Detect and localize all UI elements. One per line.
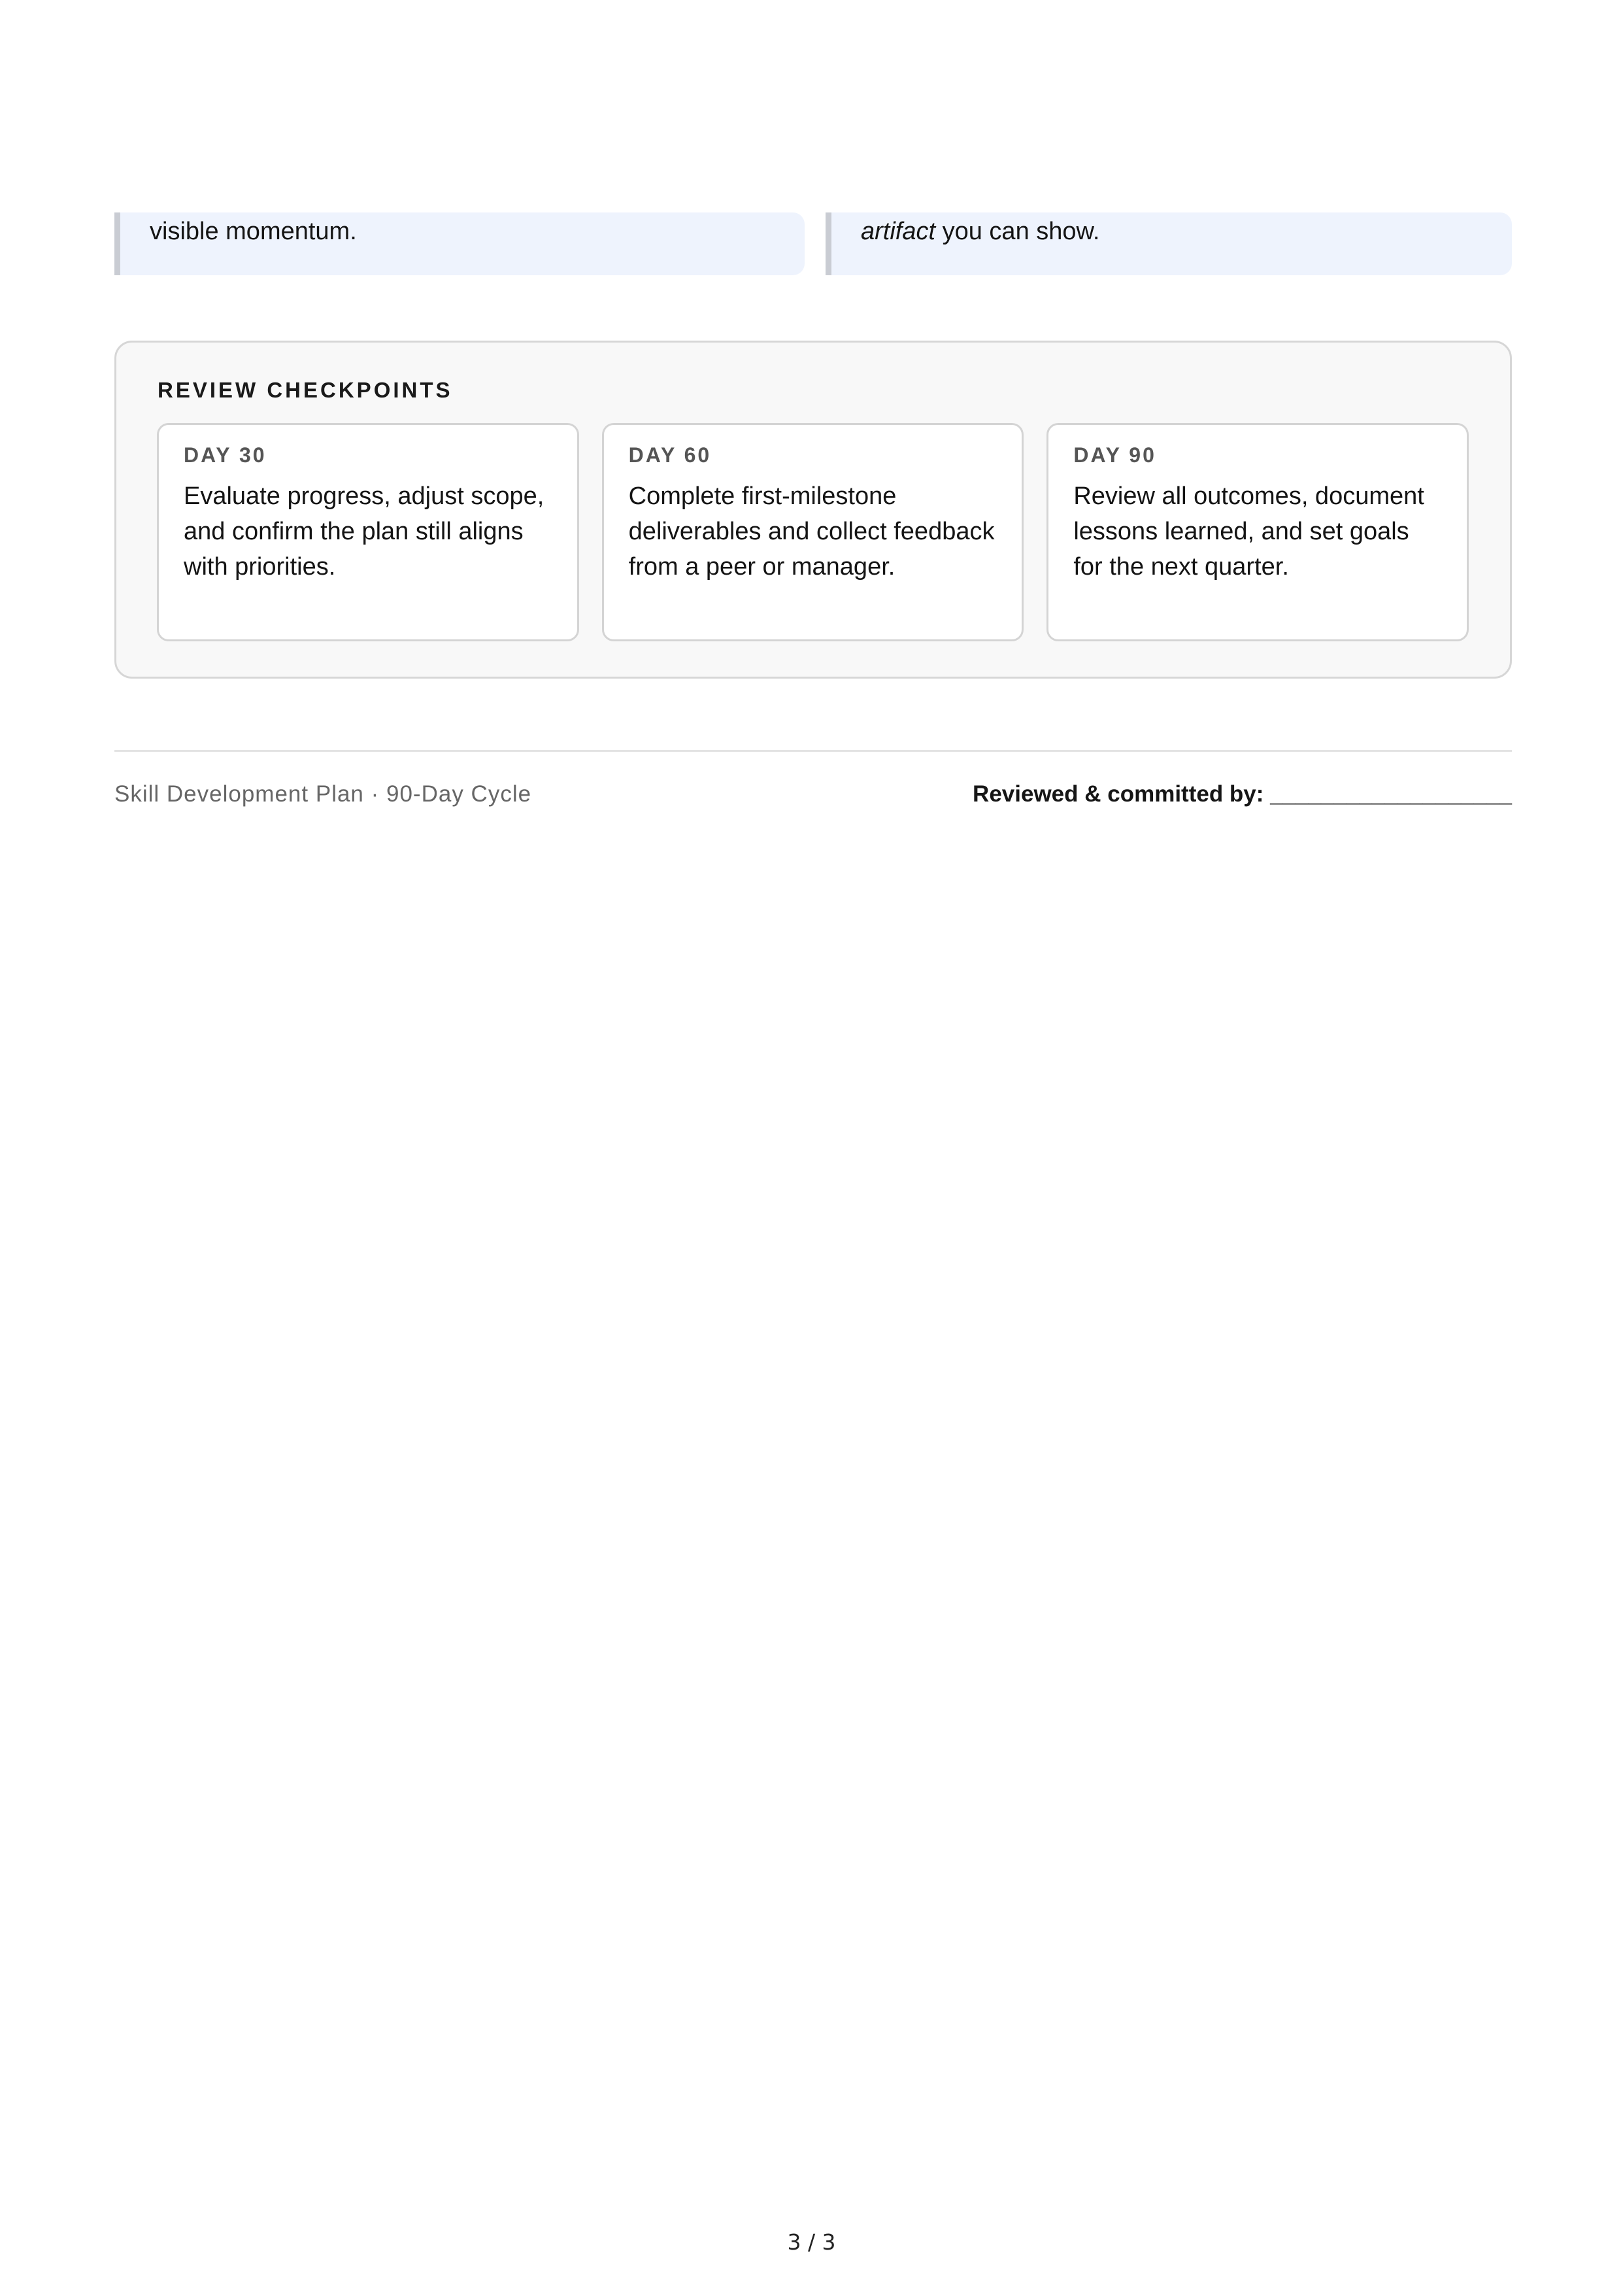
callout-continued-left: [114, 212, 805, 275]
review-checkpoints-panel: [114, 341, 1512, 679]
checkpoint-description: Complete first-milestone deliverables and collect feedback from a peer or manager.: [628, 482, 995, 581]
checkpoint-label: DAY 90: [1073, 443, 1156, 467]
callout-right-text: you can show.: [935, 218, 1100, 245]
checkpoint-description: Evaluate progress, adjust scope, and confirm the plan still aligns with priorities.: [184, 482, 544, 581]
page-number: 3 / 3: [787, 2229, 836, 2255]
checkpoint-card-day-60: [602, 423, 1024, 641]
callout-left-text: visible momentum.: [150, 218, 357, 245]
checkpoint-description: Review all outcomes, document lessons learned, and set goals for the next quarter.: [1073, 482, 1424, 581]
footer-divider: [114, 750, 1512, 752]
review-checkpoints-title: REVIEW CHECKPOINTS: [158, 378, 453, 402]
checkpoint-card-day-30: [157, 423, 579, 641]
footer-signature-line: Reviewed & committed by: ___________________: [973, 781, 1512, 807]
checkpoint-label: DAY 30: [184, 443, 267, 467]
checkpoint-card-day-90: [1046, 423, 1469, 641]
checkpoint-label: DAY 60: [628, 443, 712, 467]
callout-continued-right: [826, 212, 1512, 275]
callout-right-emphasis: artifact: [861, 218, 936, 245]
footer-document-title: Skill Development Plan · 90-Day Cycle: [114, 781, 532, 807]
checkpoint-cards: [157, 423, 1469, 641]
